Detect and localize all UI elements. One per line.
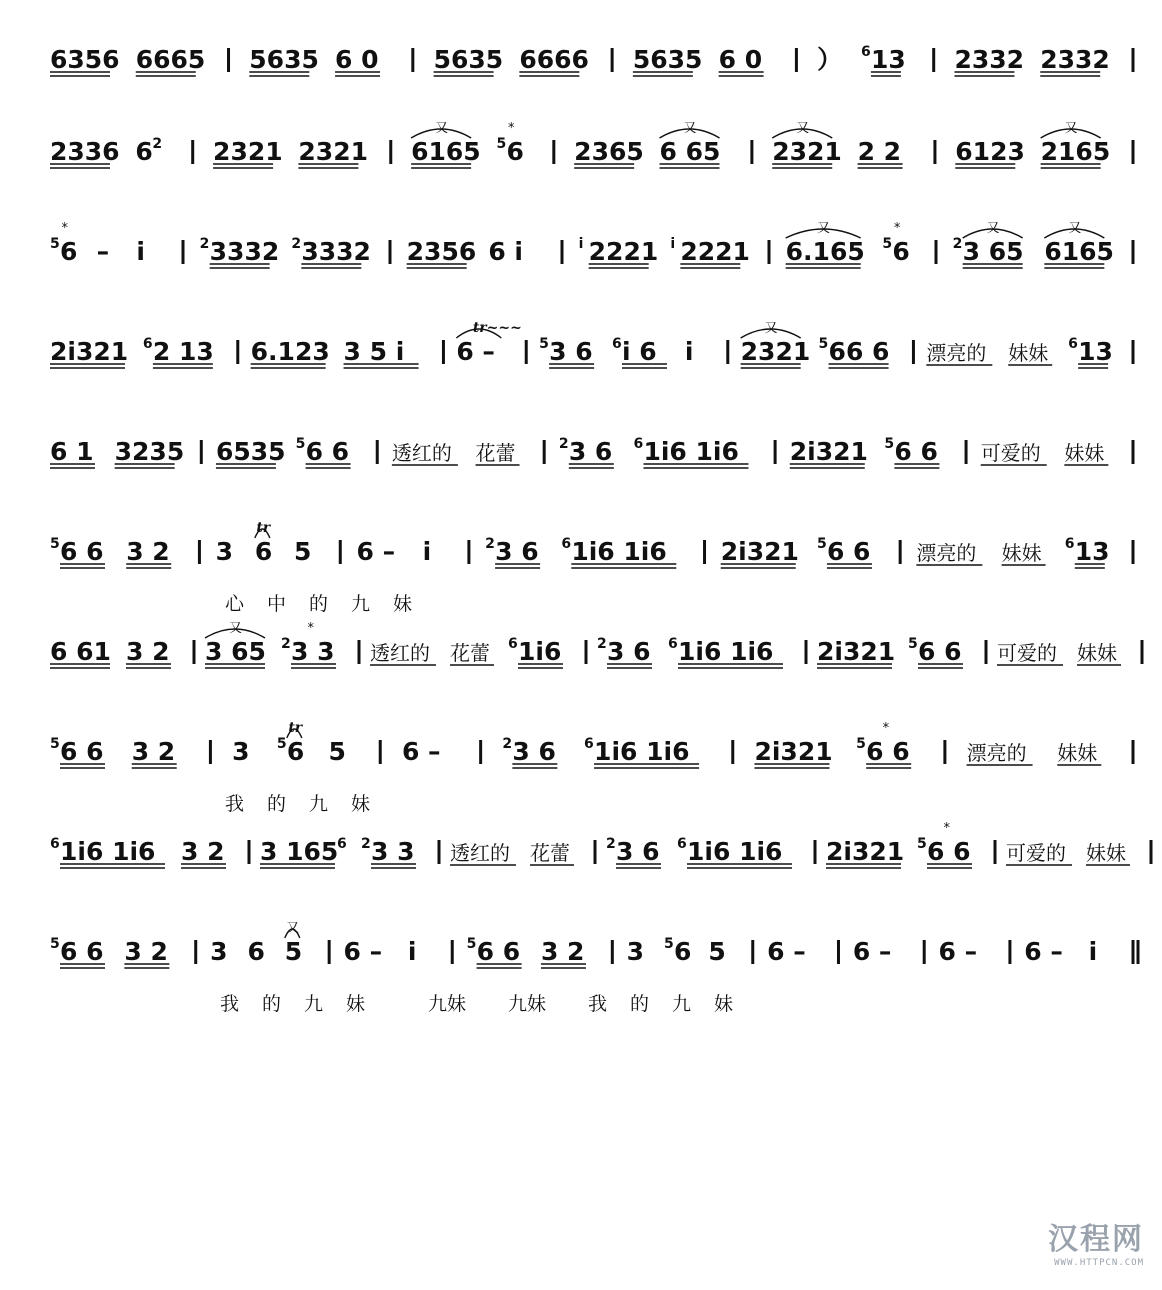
grace-note: 5 bbox=[818, 336, 829, 352]
grace-note: 5 bbox=[50, 236, 60, 252]
note-group: 6 – bbox=[456, 337, 495, 366]
grace-note: 6 bbox=[508, 636, 518, 652]
note-group: ） bbox=[817, 45, 843, 74]
note-group: 2356 bbox=[406, 237, 477, 266]
note-group: 6 bbox=[674, 937, 692, 966]
note-group: 2321 bbox=[213, 137, 283, 166]
note-group: 3 6 bbox=[512, 737, 556, 766]
note-group: 6 0 bbox=[335, 45, 379, 74]
grace-note: 5 bbox=[50, 936, 60, 952]
grace-note: 2 bbox=[558, 436, 569, 452]
note-group: 3 5 i bbox=[343, 337, 405, 366]
note-group: 6 6 bbox=[60, 737, 104, 766]
note-group: 2221 bbox=[588, 237, 659, 266]
note-group: 3 65 bbox=[962, 237, 1024, 266]
note-group: 6 – bbox=[1024, 937, 1063, 966]
note-group: 5635 bbox=[249, 45, 319, 74]
sung-lyric: 妹 bbox=[351, 793, 371, 815]
note-group: 2i321 bbox=[754, 737, 833, 766]
ornament-mark: 又 bbox=[286, 921, 300, 936]
grace-note: 2 bbox=[361, 836, 371, 852]
ornament-mark: 又 bbox=[229, 621, 243, 636]
grace-note: 5 bbox=[908, 636, 918, 652]
grace-note: 6 bbox=[677, 836, 687, 852]
note-group: 6 bbox=[254, 537, 273, 566]
note-group: 3 3 bbox=[371, 837, 415, 866]
note-group: 3 2 bbox=[181, 837, 225, 866]
score-system-5 bbox=[50, 436, 1133, 468]
note-group: 3 6 bbox=[495, 537, 539, 566]
grace-note: 6 bbox=[1064, 536, 1075, 552]
note-group: 6 bbox=[247, 937, 265, 966]
ornament-mark: 又 bbox=[1068, 221, 1082, 236]
watermark-url: WWW.HTTPCN.COM bbox=[1054, 1258, 1144, 1268]
note-group: 3 2 bbox=[126, 537, 170, 566]
sung-lyric: 中 bbox=[267, 593, 287, 615]
note-group: 3 3 bbox=[291, 637, 335, 666]
note-group: 3 2 bbox=[131, 737, 176, 766]
note-group: 6165 bbox=[411, 137, 481, 166]
ornament-mark: 又 bbox=[683, 121, 697, 136]
sung-lyric: 的 bbox=[262, 993, 282, 1015]
grace-note: i bbox=[578, 236, 584, 252]
grace-note: 5 bbox=[50, 736, 60, 752]
note-group: 1i6 1i6 bbox=[60, 837, 156, 866]
note-group: 6 – bbox=[767, 937, 806, 966]
sung-lyric: 九妹 bbox=[508, 993, 547, 1015]
note-group: 3 6 bbox=[616, 837, 660, 866]
note-group: 1i6 1i6 bbox=[687, 837, 783, 866]
note-group: 6 0 bbox=[718, 45, 763, 74]
score-system-9 bbox=[50, 821, 1151, 868]
note-group: 1i6 1i6 bbox=[643, 437, 739, 466]
inline-lyric: 妹妹 bbox=[1057, 741, 1098, 765]
ornament-mark: 又 bbox=[986, 221, 1000, 236]
sung-lyric: 的 bbox=[309, 593, 329, 615]
inline-lyric: 漂亮的 bbox=[916, 541, 977, 565]
inline-lyric: 透红的 bbox=[370, 641, 430, 665]
note-group: 1i6 1i6 bbox=[594, 737, 690, 766]
note-group: 5 bbox=[328, 737, 346, 766]
after-grace-note: 6 bbox=[337, 836, 347, 852]
grace-note: 2 bbox=[291, 236, 302, 252]
note-group: 6665 bbox=[135, 45, 206, 74]
note-group: 6 bbox=[135, 137, 153, 166]
note-group: 6 6 bbox=[894, 437, 938, 466]
note-group: i bbox=[422, 537, 432, 566]
sung-lyric: 我 bbox=[220, 993, 240, 1015]
ornament-mark: tr bbox=[256, 520, 271, 536]
site-watermark bbox=[1048, 1214, 1144, 1268]
note-group: 6 6 bbox=[918, 637, 962, 666]
note-group: 2221 bbox=[680, 237, 750, 266]
note-group: 6 bbox=[506, 137, 524, 166]
ornament-mark: tr~~~ bbox=[472, 320, 522, 336]
note-group: 6 bbox=[60, 237, 78, 266]
score-system-8 bbox=[50, 720, 1133, 815]
grace-note: 5 bbox=[816, 536, 827, 552]
grace-note: 5 bbox=[295, 436, 306, 452]
note-group: 6123 bbox=[955, 137, 1025, 166]
grace-note: 5 bbox=[50, 536, 60, 552]
ornament-mark: 又 bbox=[764, 321, 778, 336]
note-group: 13 bbox=[1078, 337, 1113, 366]
note-group: 2i321 bbox=[826, 837, 905, 866]
grace-note: 5 bbox=[856, 736, 866, 752]
ornament-mark: tr bbox=[288, 720, 303, 736]
grace-note: 5 bbox=[664, 936, 674, 952]
note-group: 6 6 bbox=[60, 937, 104, 966]
note-group: 2365 bbox=[574, 137, 644, 166]
sung-lyric: 的 bbox=[630, 993, 650, 1015]
sung-lyric: 九 bbox=[351, 593, 371, 615]
note-group: 1i6 bbox=[518, 637, 562, 666]
inline-lyric: 妹妹 bbox=[1077, 641, 1117, 665]
note-group: 6 6 bbox=[305, 437, 350, 466]
note-group: 6 i bbox=[488, 237, 524, 266]
note-group: 5635 bbox=[433, 45, 504, 74]
note-group: 6 61 bbox=[50, 637, 111, 666]
inline-lyric: 妹妹 bbox=[1001, 541, 1042, 565]
note-group: 3 bbox=[215, 537, 234, 566]
note-group: 6 bbox=[286, 737, 305, 766]
note-group: 6 – bbox=[356, 537, 396, 566]
note-group: 2165 bbox=[1040, 137, 1111, 166]
inline-lyric: 妹妹 bbox=[1008, 341, 1049, 365]
score-system-2 bbox=[50, 121, 1133, 168]
sung-lyric: 九 bbox=[309, 793, 329, 815]
inline-lyric: 妹妹 bbox=[1064, 441, 1105, 465]
note-group: 3 65 bbox=[205, 637, 266, 666]
score-system-10 bbox=[50, 921, 1138, 1015]
score-system-7 bbox=[50, 621, 1142, 668]
note-group: 3 2 bbox=[540, 937, 585, 966]
note-group: 3 6 bbox=[607, 637, 651, 666]
note-group: 2321 bbox=[740, 337, 811, 366]
note-group: 5635 bbox=[632, 45, 703, 74]
sung-lyric: 九妹 bbox=[428, 993, 467, 1015]
ornament-mark: 又 bbox=[817, 221, 831, 236]
inline-lyric: 漂亮的 bbox=[966, 741, 1027, 765]
ornament-mark: * bbox=[507, 121, 515, 136]
after-grace-note: 2 bbox=[152, 136, 163, 152]
note-group: 2321 bbox=[772, 137, 842, 166]
grace-note: 6 bbox=[860, 44, 871, 60]
grace-note: 6 bbox=[142, 336, 153, 352]
ornament-mark: 又 bbox=[1064, 121, 1078, 136]
score-system-1 bbox=[50, 44, 1133, 76]
grace-note: 5 bbox=[466, 936, 477, 952]
score-system-3 bbox=[50, 221, 1133, 268]
note-group: 6.123 bbox=[250, 337, 330, 366]
note-group: 6 6 bbox=[476, 937, 521, 966]
ornament-mark: 又 bbox=[796, 121, 810, 136]
ornament-mark: * bbox=[882, 721, 890, 736]
note-group: 6 6 bbox=[927, 837, 971, 866]
grace-note: 5 bbox=[276, 736, 287, 752]
grace-note: 6 bbox=[584, 736, 594, 752]
grace-note: 6 bbox=[633, 436, 644, 452]
ornament-mark: * bbox=[943, 821, 950, 836]
grace-note: 6 bbox=[612, 336, 622, 352]
note-group: 3332 bbox=[301, 237, 371, 266]
ornament-mark: * bbox=[893, 221, 901, 236]
note-group: i bbox=[136, 237, 145, 266]
score-system-4 bbox=[50, 320, 1133, 368]
note-group: 2336 bbox=[50, 137, 120, 166]
note-group: 3 6 bbox=[568, 437, 613, 466]
sung-lyric: 我 bbox=[588, 993, 608, 1015]
note-group: 2 13 bbox=[152, 337, 214, 366]
inline-lyric: 可爱的 bbox=[1006, 841, 1066, 865]
note-group: 5 bbox=[294, 537, 312, 566]
sung-lyric: 心 bbox=[225, 593, 245, 615]
grace-note: 5 bbox=[884, 436, 895, 452]
grace-note: i bbox=[670, 236, 676, 252]
inline-lyric: 漂亮的 bbox=[926, 341, 987, 365]
note-group: 6 65 bbox=[659, 137, 721, 166]
note-group: 2i321 bbox=[817, 637, 896, 666]
grace-note: 2 bbox=[952, 236, 963, 252]
note-group: 13 bbox=[1074, 537, 1110, 566]
grace-note: 5 bbox=[539, 336, 549, 352]
note-group: 2 2 bbox=[857, 137, 902, 166]
watermark-title: 汉程网 bbox=[1048, 1222, 1144, 1257]
note-group: 2321 bbox=[298, 137, 369, 166]
sung-lyric: 妹 bbox=[393, 593, 413, 615]
grace-note: 5 bbox=[917, 836, 927, 852]
note-group: 3 bbox=[626, 937, 645, 966]
ornament-mark: * bbox=[307, 621, 314, 636]
grace-note: 2 bbox=[199, 236, 210, 252]
note-group: 6 – bbox=[938, 937, 978, 966]
note-group: 3332 bbox=[209, 237, 280, 266]
ornament-mark: 又 bbox=[435, 121, 449, 136]
note-group: – bbox=[96, 237, 110, 266]
note-group: 6 – bbox=[401, 737, 441, 766]
sung-lyric: 妹 bbox=[714, 993, 734, 1015]
grace-note: 2 bbox=[597, 636, 607, 652]
note-group: 5 bbox=[284, 937, 303, 966]
grace-note: 2 bbox=[606, 836, 616, 852]
note-group: 3 6 bbox=[549, 337, 593, 366]
inline-lyric: 可爱的 bbox=[997, 641, 1057, 665]
note-group: i bbox=[407, 937, 417, 966]
note-group: 2i321 bbox=[720, 537, 799, 566]
grace-note: 6 bbox=[1068, 336, 1078, 352]
note-group: 6666 bbox=[519, 45, 589, 74]
grace-note: 5 bbox=[496, 136, 507, 152]
note-group: 3235 bbox=[114, 437, 185, 466]
note-group: 3 bbox=[210, 937, 228, 966]
note-group: 6 6 bbox=[60, 537, 104, 566]
note-group: 5 bbox=[708, 937, 726, 966]
note-group: i bbox=[1088, 937, 1098, 966]
grace-note: 5 bbox=[882, 236, 893, 252]
inline-lyric: 花蕾 bbox=[475, 441, 516, 465]
note-group: 3 2 bbox=[124, 937, 168, 966]
note-group: 6 6 bbox=[866, 737, 910, 766]
inline-lyric: 花蕾 bbox=[450, 641, 490, 665]
grace-note: 6 bbox=[668, 636, 678, 652]
note-group: 6 1 bbox=[50, 437, 94, 466]
ornament-mark: * bbox=[61, 221, 68, 236]
note-group: 6 – bbox=[852, 937, 892, 966]
note-group: 6535 bbox=[215, 437, 286, 466]
note-group: 6356 bbox=[50, 45, 120, 74]
note-group: 2332 bbox=[954, 45, 1025, 74]
note-group: 6165 bbox=[1044, 237, 1114, 266]
grace-note: 2 bbox=[485, 536, 495, 552]
grace-note: 6 bbox=[50, 836, 60, 852]
note-group: i bbox=[684, 337, 694, 366]
note-group: 6.165 bbox=[785, 237, 865, 266]
note-group: 2i321 bbox=[789, 437, 868, 466]
inline-lyric: 可爱的 bbox=[980, 441, 1041, 465]
note-group: 2332 bbox=[1040, 45, 1110, 74]
note-group: 13 bbox=[870, 45, 906, 74]
note-group: 3 2 bbox=[126, 637, 170, 666]
note-group: 1i6 1i6 bbox=[678, 637, 774, 666]
grace-note: 6 bbox=[561, 536, 572, 552]
note-group: 6 – bbox=[343, 937, 383, 966]
sung-lyric: 我 bbox=[225, 793, 245, 815]
sung-lyric: 的 bbox=[267, 793, 287, 815]
inline-lyric: 妹妹 bbox=[1086, 841, 1126, 865]
note-group: 3 bbox=[232, 737, 250, 766]
note-group: 66 6 bbox=[828, 337, 890, 366]
note-group: 3 165 bbox=[260, 837, 339, 866]
grace-note: 2 bbox=[502, 736, 513, 752]
inline-lyric: 透红的 bbox=[450, 841, 510, 865]
note-group: 6 6 bbox=[826, 537, 871, 566]
sung-lyric: 九 bbox=[304, 993, 324, 1015]
inline-lyric: 花蕾 bbox=[530, 841, 570, 865]
grace-note: 2 bbox=[281, 636, 291, 652]
sung-lyric: 九 bbox=[672, 993, 692, 1015]
note-group: 6 bbox=[892, 237, 910, 266]
score-system-6 bbox=[50, 520, 1133, 615]
note-group: i 6 bbox=[622, 337, 657, 366]
note-group: 1i6 1i6 bbox=[571, 537, 667, 566]
sung-lyric: 妹 bbox=[346, 993, 366, 1015]
inline-lyric: 透红的 bbox=[391, 441, 452, 465]
note-group: 2i321 bbox=[50, 337, 129, 366]
